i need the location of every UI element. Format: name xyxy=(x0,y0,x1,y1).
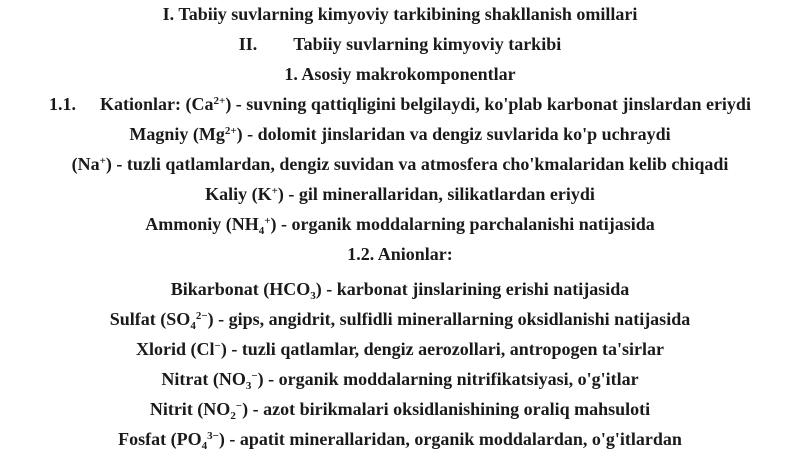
line-text-pre: Nitrit (NO xyxy=(149,399,231,419)
ion-subscript: 3 xyxy=(310,290,316,302)
ion-charge: 3− xyxy=(207,430,219,442)
line-nitrite xyxy=(0,398,800,420)
heading-macrocomponents xyxy=(0,63,800,85)
line-text-post: ) - organik moddalarning nitrifikatsiyasi, o'g'itlar xyxy=(257,369,639,389)
ion-charge: − xyxy=(235,400,243,412)
heading-text: 1. Asosiy makrokomponentlar xyxy=(284,64,516,84)
line-text-post: ) - apatit minerallaridan, organik moddalardan, o'g'itlardan xyxy=(218,429,682,449)
line-text-pre: Xlorid (Cl xyxy=(136,339,215,359)
ion-charge: − xyxy=(251,370,258,382)
heading-text: Tabiiy suvlarning kimyoviy tarkibi xyxy=(293,34,562,54)
line-text-pre: Ammoniy (NH xyxy=(145,214,259,234)
line-text-post: ) - azot birikmalari oksidlanishining oraliq mahsuloti xyxy=(242,399,651,419)
line-text-post: ) - gil minerallaridan, silikatlardan eriydi xyxy=(277,184,595,204)
line-nitrate xyxy=(0,368,800,390)
ion-charge: + xyxy=(99,155,106,167)
line-text-post: ) - suvning qattiqligini belgilaydi, ko'plab karbonat jinslardan eriydi xyxy=(225,94,751,114)
ion-charge: 2+ xyxy=(213,95,226,107)
line-text-post: ) - dolomit jinslaridan va dengiz suvlarida ko'p uchraydi xyxy=(236,124,671,144)
line-text-post: ) - tuzli qatlamlardan, dengiz suvidan va atmosfera cho'kmalaridan kelib chiqadi xyxy=(105,154,729,174)
section-number: II. xyxy=(238,34,258,54)
line-text-pre: Magniy (Mg xyxy=(129,124,225,144)
line-magnesium xyxy=(0,123,800,145)
line-text-pre: Sulfat (SO xyxy=(109,309,191,329)
heading-anions xyxy=(0,243,800,265)
heading-formation-factors xyxy=(0,3,800,25)
heading-text: I. Tabiiy suvlarning kimyoviy tarkibining shakllanish omillari xyxy=(162,4,638,24)
line-text-post: ) - tuzli qatlamlar, dengiz aerozollari, antropogen ta'sirlar xyxy=(220,339,664,359)
line-sodium xyxy=(0,153,800,175)
line-text-post: ) - karbonat jinslarining erishi natijasida xyxy=(315,279,630,299)
line-text-pre: Fosfat (PO xyxy=(118,429,202,449)
ion-subscript: 4 xyxy=(190,320,196,332)
line-sulfate xyxy=(0,308,800,330)
line-text-pre: Nitrat (NO xyxy=(161,369,246,389)
line-phosphate xyxy=(0,428,800,450)
ion-charge: + xyxy=(264,215,271,227)
line-cations-calcium xyxy=(0,93,800,115)
line-ammonium xyxy=(0,213,800,235)
heading-chemical-composition xyxy=(0,33,800,55)
line-bicarbonate xyxy=(0,278,800,300)
ion-charge: + xyxy=(271,185,278,197)
line-chloride xyxy=(0,338,800,360)
line-text-pre: Kaliy (K xyxy=(205,184,272,204)
heading-text: 1.2. Anionlar: xyxy=(347,244,453,264)
ion-subscript: 3 xyxy=(245,380,252,392)
ion-charge: 2− xyxy=(195,310,208,322)
ion-subscript: 2 xyxy=(230,410,236,422)
ion-subscript: 4 xyxy=(201,440,208,452)
line-text-pre: Bikarbonat (HCO xyxy=(170,279,311,299)
line-text-post: ) - organik moddalarning parchalanishi natijasida xyxy=(270,214,655,234)
line-potassium xyxy=(0,183,800,205)
line-text-pre: (Na xyxy=(71,154,100,174)
ion-charge: − xyxy=(214,340,221,352)
line-text-post: ) - gips, angidrit, sulfidli minerallarning oksidlanishi natijasida xyxy=(207,309,691,329)
section-number: 1.1. xyxy=(49,94,77,114)
line-text-pre: Kationlar: (Ca xyxy=(100,94,214,114)
ion-subscript: 4 xyxy=(258,225,265,237)
ion-charge: 2+ xyxy=(224,125,237,137)
